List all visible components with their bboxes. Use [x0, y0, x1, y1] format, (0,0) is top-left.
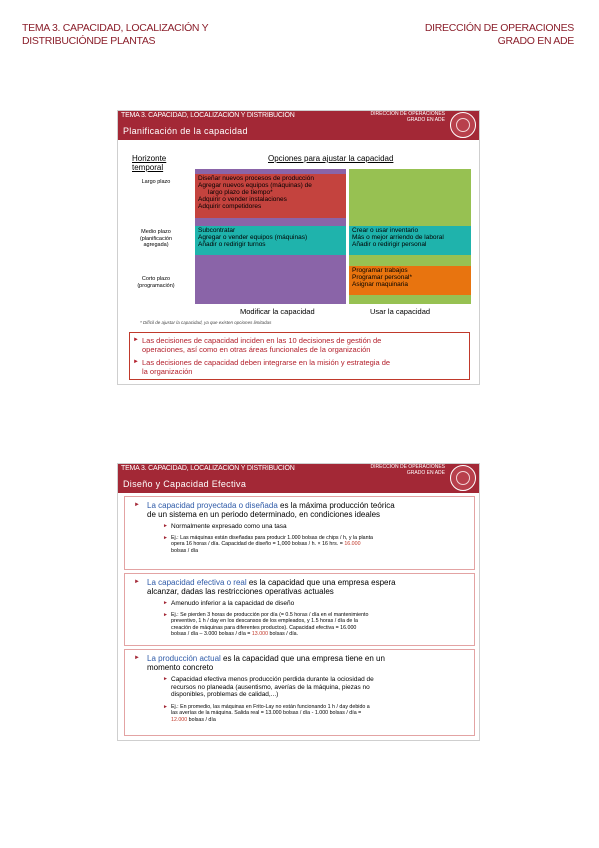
column-label-use: Usar la capacidad [370, 307, 431, 316]
heading-text-line2: momento concreto [147, 663, 214, 672]
example-text: bolsas / día [187, 716, 216, 723]
example-line3 [171, 717, 471, 723]
slide-topic: TEMA 3. CAPACIDAD, LOCALIZACIÓN Y DISTRIBUCIÓN [121, 465, 295, 472]
slide-course [371, 111, 445, 123]
section-design-capacity [124, 496, 475, 570]
example-line1: Ej.: Se pierden 3 horas de producción por día (= 0.5 horas / día en el mantenimiento [171, 612, 369, 618]
course-name-line2: GRADO EN ADE [497, 35, 574, 47]
cell-short-term-use [349, 266, 471, 295]
arrow-bullet-icon: ► [163, 676, 168, 682]
column-label-modify: Modificar la capacidad [240, 307, 315, 316]
slide-course-line2: GRADO EN ADE [406, 117, 445, 123]
slide-top-bar [118, 111, 479, 123]
horizon-heading [132, 154, 166, 172]
cell-medium-term-modify [195, 226, 346, 255]
course-topic-line1: TEMA 3. CAPACIDAD, LOCALIZACIÓN Y [22, 22, 209, 34]
option-item: Agregar nuevos equipos (máquinas) de [198, 182, 312, 189]
example-line3: creación de máquinas para diferentes productos). Capacidad efectiva = 16.000 [171, 624, 357, 631]
heading-text: es la máxima producción teórica [277, 501, 395, 510]
university-seal-icon [450, 465, 476, 491]
option-item: Programar trabajos [352, 267, 408, 274]
option-item: largo plazo de tiempo* [208, 189, 273, 196]
slide-title: Diseño y Capacidad Efectiva [123, 479, 247, 489]
arrow-bullet-icon: ► [163, 612, 168, 618]
row-label-medium-3: agregada) [143, 242, 169, 248]
option-item: Adquirir o vender instalaciones [198, 196, 287, 203]
example-line3: bolsas / día [171, 547, 199, 554]
slide-title-bar [118, 123, 479, 140]
row-label-short-2: (programación) [137, 282, 175, 289]
arrow-bullet-icon: ► [163, 523, 168, 529]
section-heading [147, 578, 396, 596]
section-heading [147, 654, 385, 672]
arrow-bullet-icon: ► [163, 535, 168, 541]
key-point-1-line1: Las decisiones de capacidad inciden en las 10 decisiones de gestión de [142, 336, 382, 345]
slide-topic: TEMA 3. CAPACIDAD, LOCALIZACIÓN Y DISTRIBUCIÓN [121, 112, 295, 119]
page-header-left [22, 22, 208, 48]
example-line2: las averías de la máquina. Salida real = 13.000 bolsas / día - 1.000 bolsas / día = [171, 710, 362, 717]
row-label-long: Largo plazo [141, 179, 171, 185]
example-line2: preventivo, 1 h / day en los descansos de los empleados, y 1.5 horas / día de la [171, 618, 358, 625]
bullet-item [163, 600, 295, 608]
slide-capacity-planning [117, 110, 480, 385]
slide-design-effective-capacity [117, 463, 480, 741]
heading-text: es la capacidad que una empresa tiene en un [220, 654, 385, 663]
section-effective-capacity [124, 573, 475, 646]
page-header-right [425, 22, 574, 48]
section-heading [147, 501, 395, 519]
effective-capacity-value: 13.000 [251, 631, 269, 638]
term-highlight: La capacidad proyectada o diseñada [147, 501, 278, 510]
arrow-bullet-icon: ► [133, 337, 139, 343]
key-point-2-line2: la organización [142, 367, 193, 376]
cell-medium-term-use [349, 226, 471, 255]
example-line1: Ej.: En promedio, las máquinas en Frito-Lay no están funcionando 1 h / day debido a [171, 704, 370, 710]
term-highlight: La capacidad efectiva o real [147, 578, 247, 587]
arrow-bullet-icon: ► [133, 359, 139, 365]
cell-long-term-modify [195, 174, 346, 218]
option-item: Añadir o redirigir personal [352, 241, 427, 248]
actual-output-value: 12.000 [171, 716, 188, 723]
option-item: Crear o usar inventario [352, 227, 419, 234]
key-point-1 [133, 336, 382, 354]
arrow-bullet-icon: ► [163, 704, 168, 710]
university-seal-icon [450, 112, 476, 138]
key-points-box [129, 332, 470, 380]
bullet-item [163, 676, 471, 699]
example-item [163, 535, 471, 554]
arrow-bullet-icon: ► [163, 600, 168, 606]
option-item: Añadir o redirigir turnos [198, 241, 266, 248]
design-capacity-value: 16.000 [344, 541, 361, 548]
option-item: Agregar o vender equipos (máquinas) [198, 234, 308, 241]
row-label-short [126, 276, 186, 289]
example-text: bolsas / día – 3.000 bolsas / día = [171, 631, 252, 638]
arrow-bullet-icon: ► [134, 502, 140, 508]
option-item: Asignar maquinaria [352, 281, 409, 288]
row-label-medium-1: Medio plazo [141, 229, 171, 235]
slide-title: Planificación de la capacidad [123, 126, 248, 136]
slide-course-line2: GRADO EN ADE [406, 470, 445, 476]
slide-title-bar [118, 476, 479, 493]
option-item: Diseñar nuevos procesos de producción [198, 175, 314, 182]
slide-course-line1: DIRECCIÓN DE OPERACIONES [370, 464, 445, 470]
slide-course-line1: DIRECCIÓN DE OPERACIONES [370, 111, 445, 117]
key-point-1-line2: operaciones, así como en otras áreas funcionales de la organización [142, 345, 371, 354]
heading-text: es la capacidad que una empresa espera [246, 578, 396, 587]
course-topic-line2: DISTRIBUCIÓNDE PLANTAS [22, 35, 156, 47]
bullet-line1: Capacidad efectiva menos producción perdida durante la ociosidad de [171, 676, 374, 683]
section-actual-output [124, 649, 475, 736]
heading-text-line2: alcanzar, dadas las restricciones operativas actuales [147, 587, 334, 596]
key-point-2 [133, 358, 391, 376]
bullet-text: Normalmente expresado como una tasa [171, 523, 287, 530]
key-point-2-line1: Las decisiones de capacidad deben integrarse en la misión y estrategia de [142, 358, 391, 367]
example-line4 [171, 631, 471, 637]
options-heading: Opciones para ajustar la capacidad [268, 154, 394, 163]
example-text: opera 16 horas / día. Capacidad de diseño = 1,000 bolsas / h. × 16 hrs. = [171, 541, 345, 548]
heading-text-line2: de un sistema en un periodo determinado, en condiciones ideales [147, 510, 381, 519]
bullet-item [163, 523, 287, 531]
example-line1: Ej.: Las máquinas están diseñadas para producir 1.000 bolsas de chips / h, y la planta [171, 535, 373, 541]
slide-course [371, 464, 445, 476]
course-name-line1: DIRECCIÓN DE OPERACIONES [424, 22, 574, 34]
slide-top-bar [118, 464, 479, 476]
bullet-text: Amenudo inferior a la capacidad de diseño [171, 600, 295, 607]
example-item [163, 612, 471, 638]
example-item [163, 704, 471, 723]
term-highlight: La producción actual [147, 654, 221, 663]
example-text: bolsas / día. [268, 631, 299, 638]
footnote: * Difícil de ajustar la capacidad, ya que existen opciones limitadas [140, 320, 272, 325]
horizon-heading-line1: Horizonte [132, 154, 167, 163]
arrow-bullet-icon: ► [134, 579, 140, 585]
bullet-line3: disponibles, problemas de calidad,...) [171, 691, 279, 698]
arrow-bullet-icon: ► [134, 655, 140, 661]
option-item: Subcontratar [198, 227, 236, 234]
option-item: Adquirir competidores [198, 203, 262, 210]
option-item: Programar personal* [352, 274, 412, 281]
row-label-medium [126, 229, 186, 249]
horizon-heading-line2: temporal [132, 163, 164, 172]
option-item: Más o mejor arriendo de laboral [352, 234, 444, 241]
row-label-medium-2: (planificación [139, 235, 173, 242]
row-label-short-1: Corto plazo [141, 276, 171, 282]
bullet-line2: recursos no planeada (ausentismo, averías de la máquina, piezas no [171, 683, 370, 691]
